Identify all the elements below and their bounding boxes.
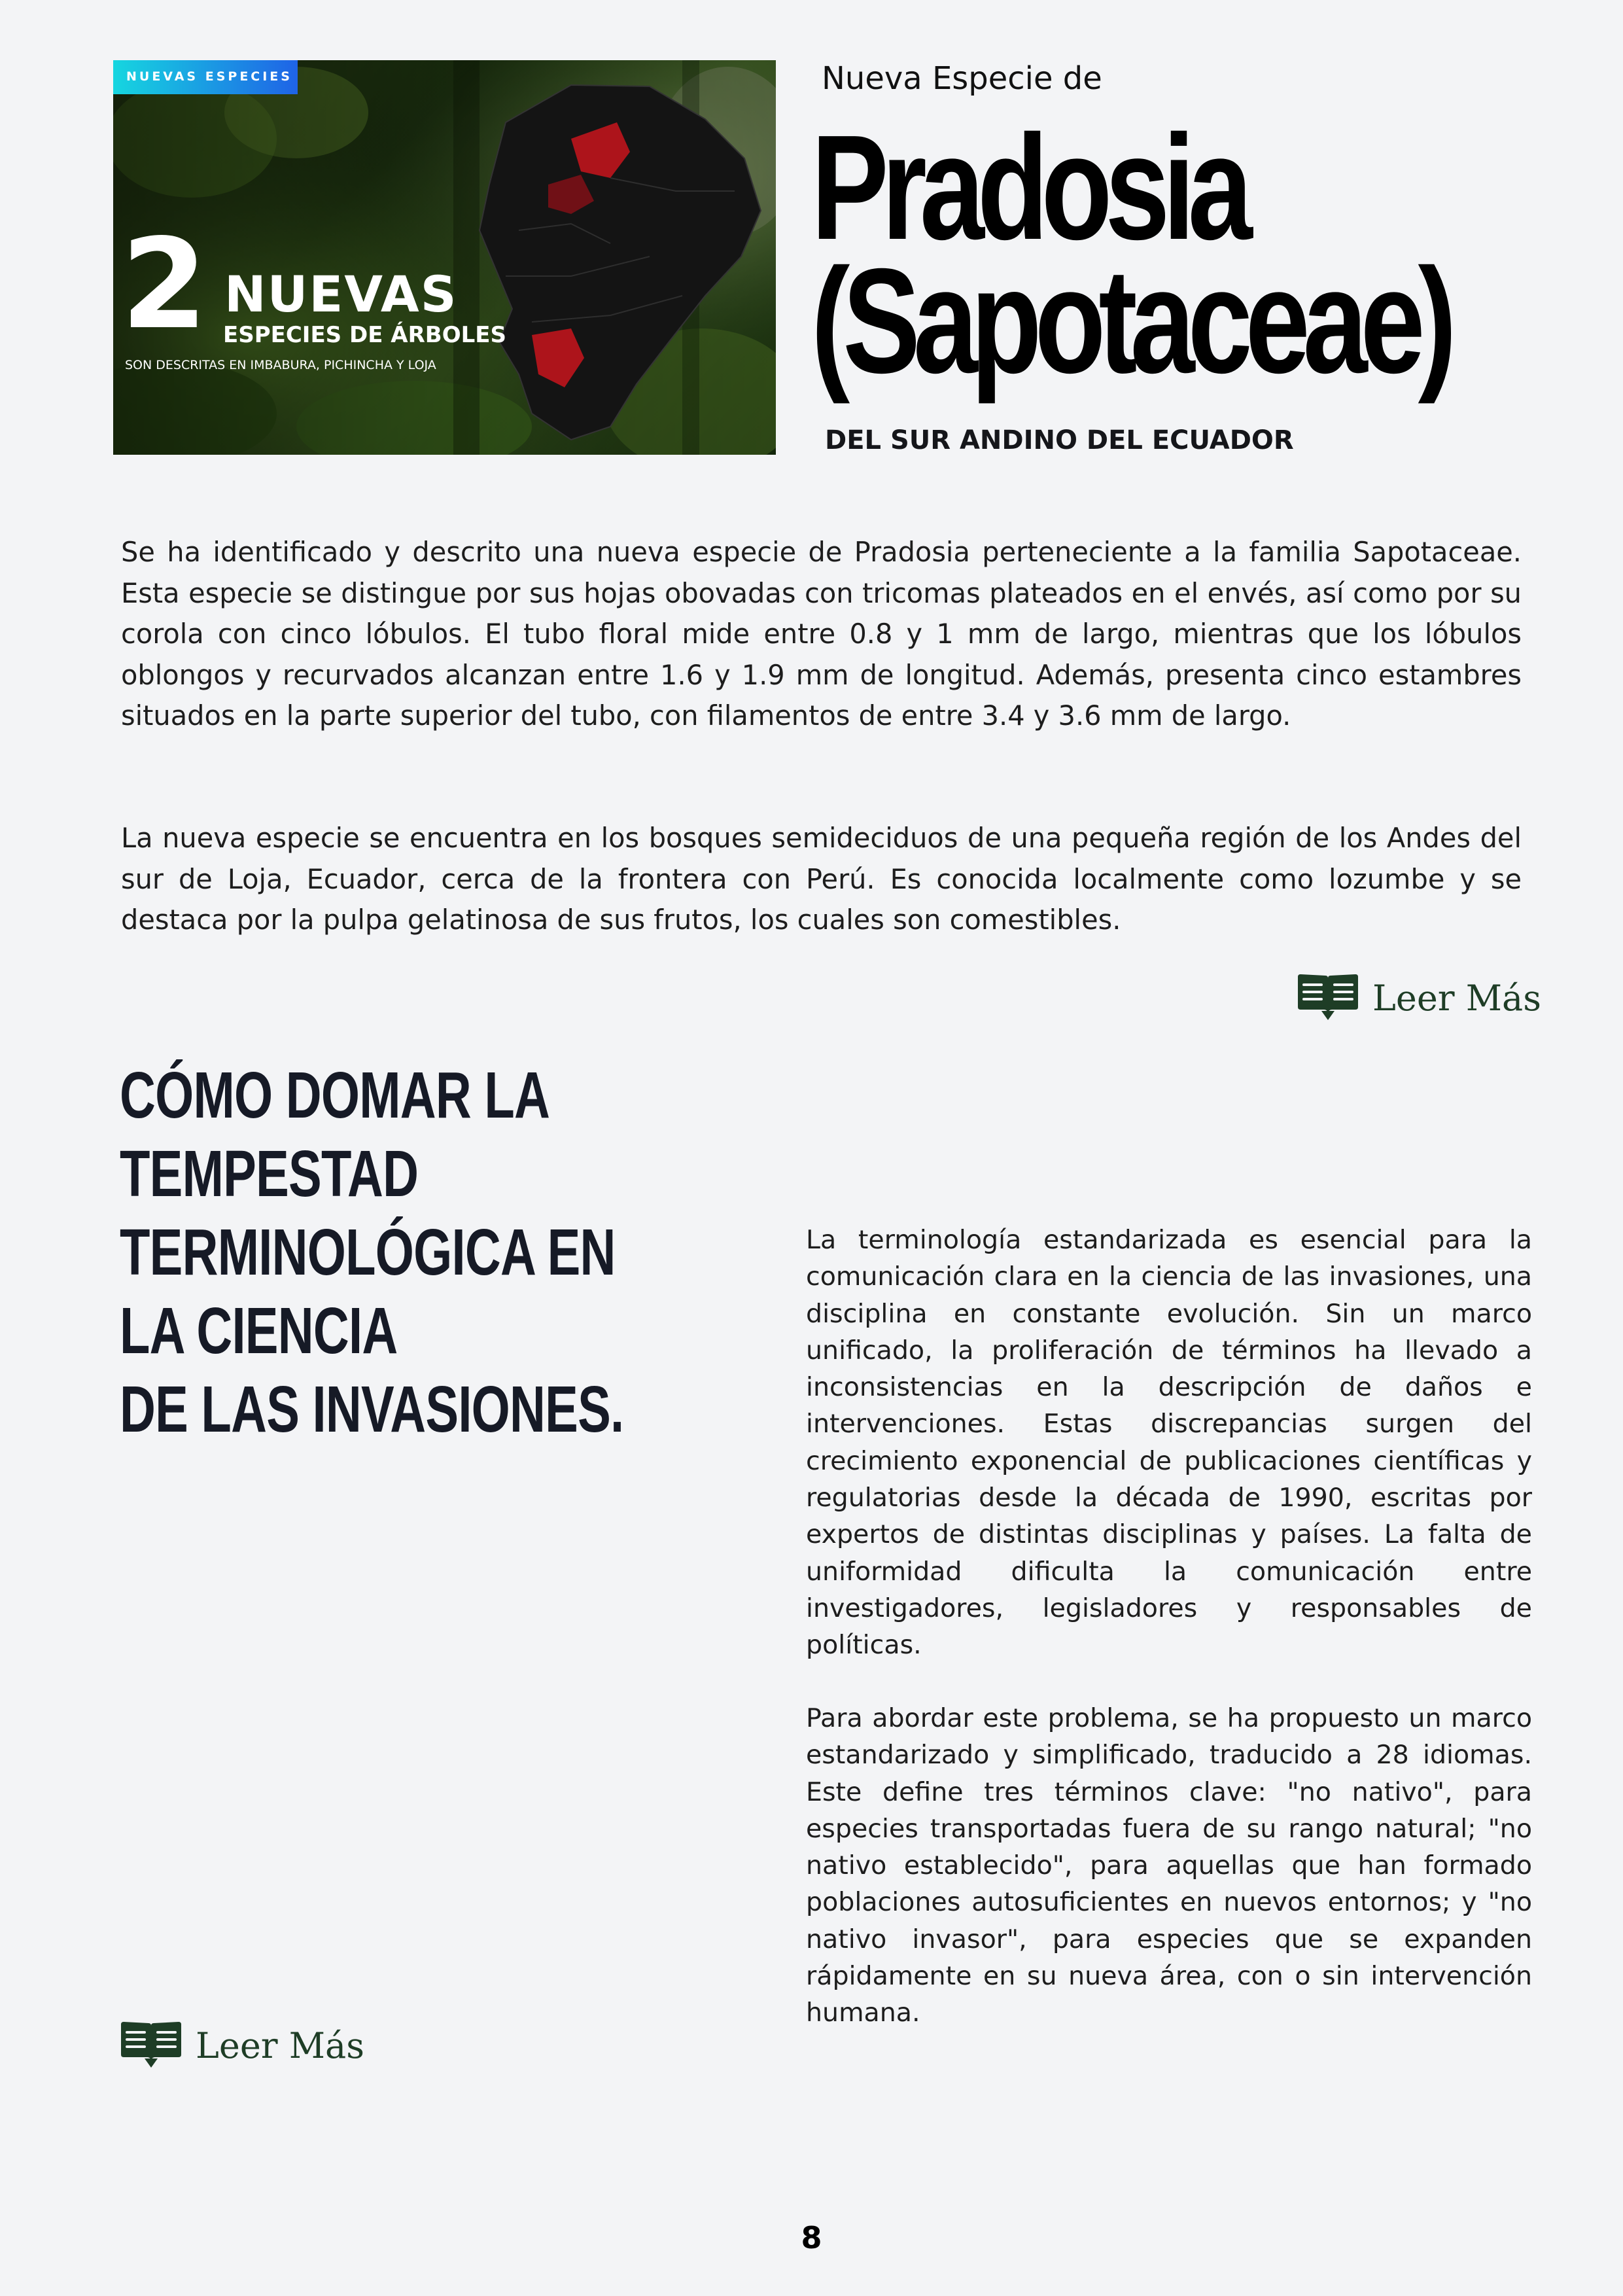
- open-book-icon: [118, 2021, 184, 2070]
- banner-number: 2: [121, 212, 208, 357]
- article-paragraph: La terminología estandarizada es esencial para la comunicación clara en la ciencia de las invasiones, una disciplina en constante evolución. Sin un marco unificado, la proliferación de términos ha llevado a inconsistencias en la descripción de daños e intervenciones. Estas discrepancias surgen del crecimiento exponencial de publicaciones científicas y regulatorias desde la década de 1990, escritas por expertos de distintas disciplinas y países. La falta de uniformidad dificulta la comunicación entre investigadores, legisladores y responsables de políticas.: [806, 1225, 1532, 1661]
- read-more-link[interactable]: [118, 2021, 364, 2070]
- forest-map-illustration: [113, 60, 776, 455]
- article-paragraph: La nueva especie se encuentra en los bosques semideciduos de una pequeña región de los Andes del sur de Loja, Ecuador, cerca de la frontera con Perú. Es conocida localmente como lozumbe y se destaca por la pulpa gelatinosa de sus frutos, los cuales son comestibles.: [121, 822, 1522, 936]
- read-more-label: Leer Más: [1372, 977, 1541, 1019]
- article-heading-line: TERMINOLÓGICA EN LA CIENCIA: [120, 1216, 616, 1368]
- article-kicker: Nueva Especie de: [822, 60, 1102, 97]
- article-heading: [120, 1056, 676, 1449]
- article-heading-line: DE LAS INVASIONES.: [120, 1373, 624, 1446]
- article-title: [811, 105, 1450, 404]
- article-image: [113, 60, 776, 455]
- article-title-line: Pradosia: [811, 105, 1246, 271]
- banner-subheadline: ESPECIES DE ÁRBOLES: [223, 322, 506, 348]
- banner-headline: NUEVAS: [224, 265, 458, 323]
- article-paragraph: Se ha identificado y descrito una nueva especie de Pradosia perteneciente a la familia Sapotaceae. Esta especie se distingue por sus hojas obovadas con tricomas plateados en el envés, así como por su corola con cinco lóbulos. El tubo floral mide entre 0.8 y 1 mm de largo, mientras que los lóbulos oblongos y recurvados alcanzan entre 1.6 y 1.9 mm de longitud. Además, presenta cinco estambres situados en la parte superior del tubo, con filamentos de entre 3.4 y 3.6 mm de largo.: [121, 536, 1522, 732]
- article-paragraph: Para abordar este problema, se ha propuesto un marco estandarizado y simplificado, traducido a 28 idiomas. Este define tres términos clave: "no nativo", para especies transportadas fuera de su rango natural; "no nativo establecido", para aquellas que han formado poblaciones autosuficientes en nuevos entornos; y "no nativo invasor", para especies que se expanden rápidamente en su nueva área, con o sin intervención humana.: [806, 1703, 1532, 2028]
- read-more-label: Leer Más: [196, 2024, 364, 2066]
- article-heading-line: CÓMO DOMAR LA TEMPESTAD: [120, 1059, 548, 1210]
- category-tag-label: NUEVAS ESPECIES: [126, 69, 292, 84]
- read-more-link[interactable]: [1295, 973, 1541, 1023]
- category-tag: [113, 60, 298, 94]
- open-book-icon: [1295, 973, 1361, 1023]
- page-number: 8: [801, 2220, 822, 2255]
- article-title-line: (Sapotaceae): [811, 238, 1450, 404]
- article-subtitle: DEL SUR ANDINO DEL ECUADOR: [825, 425, 1294, 455]
- banner-locations: SON DESCRITAS EN IMBABURA, PICHINCHA Y LOJA: [125, 358, 436, 372]
